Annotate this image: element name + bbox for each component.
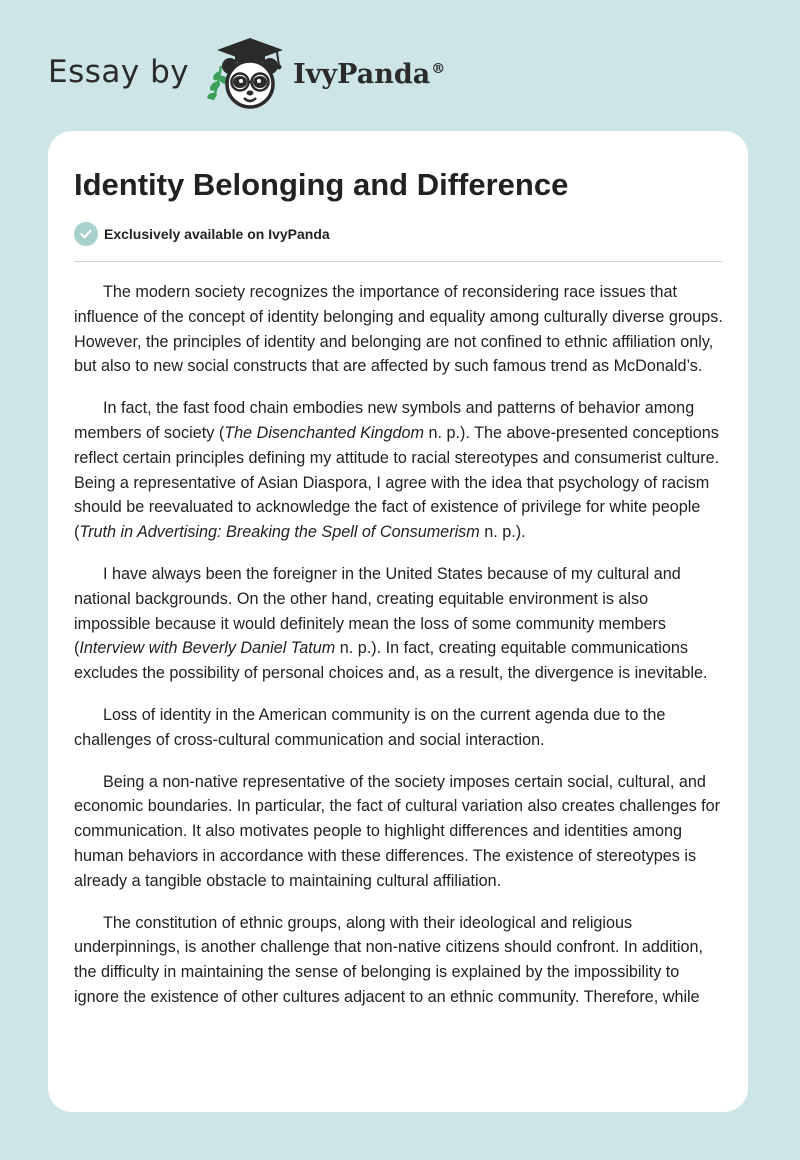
paragraph-text: n. p.). In fact, creating equitable communications excludes the possibility of personal choices and, as a result, the divergence is inevitable. [74, 639, 708, 683]
check-circle-icon [74, 222, 98, 246]
essay-title: Identity Belonging and Difference [74, 167, 569, 202]
cited-title: The Disenchanted Kingdom [224, 423, 425, 442]
essay-paragraph [74, 911, 724, 1010]
essay-paragraph [74, 703, 724, 753]
essay-card [48, 131, 748, 1112]
paragraph-text: The modern society recognizes the importance of reconsidering race issues that influence of the concept of identity belonging and equality among culturally diverse groups. However, the principles of identity and belonging are not confined to ethnic affiliation only, but also to new social constructs that are affected by such famous trend as McDonald’s. [74, 283, 723, 376]
title-divider [74, 261, 723, 262]
paragraph-text: n. p.). The above-presented conceptions reflect certain principles defining my attitude to racial stereotypes and consumerist culture. Being a representative of Asian Diaspora, I agree with the idea that psychology of racism should be reevaluated to acknowledge the fact of existence of privilege for white people ( [74, 423, 720, 542]
paragraph-text: I have always been the foreigner in the United States because of my cultural and national backgrounds. On the other hand, creating equitable environment is also impossible because it would definitely mean the loss of some community members ( [74, 564, 681, 658]
brand-name-text: IvyPanda [293, 58, 431, 90]
cited-title: Truth in Advertising: Breaking the Spell of Consumerism [79, 523, 480, 542]
essay-paragraph [74, 770, 724, 894]
brand-name [293, 59, 445, 90]
essay-paragraph [74, 562, 724, 686]
registered-mark: ® [431, 60, 446, 77]
brand-prefix: Essay by [48, 54, 190, 90]
cited-title: Interview with Beverly Daniel Tatum [79, 639, 336, 658]
essay-paragraph [74, 396, 724, 545]
paragraph-text: The constitution of ethnic groups, along with their ideological and religious underpinnings, is another challenge that non-native citizens should confront. In addition, the difficulty in maintaining the sense of belonging is explained by the impossibility to ignore the existence of other cultures adjacent to an ethnic community. Therefore, while [74, 913, 704, 1006]
panda-graduate-icon [203, 36, 291, 116]
essay-paragraph [74, 280, 724, 379]
paragraph-text: In fact, the fast food chain embodies new symbols and patterns of behavior among members of society ( [74, 399, 695, 442]
paragraph-text: Loss of identity in the American community is on the current agenda due to the challenges of cross-cultural communication and social interaction. [74, 705, 666, 749]
exclusive-badge [74, 222, 330, 246]
exclusive-label: Exclusively available on IvyPanda [104, 226, 330, 242]
paragraph-text: Being a non-native representative of the society imposes certain social, cultural, and economic boundaries. In particular, the fact of cultural variation also creates challenges for communication. It also motivates people to highlight differences and identities among human behaviors in accordance with these differences. The existence of stereotypes is already a tangible obstacle to maintaining cultural affiliation. [74, 772, 721, 890]
essay-body [74, 280, 724, 1027]
site-brand[interactable] [48, 36, 445, 116]
paragraph-text: n. p.). [479, 523, 526, 542]
